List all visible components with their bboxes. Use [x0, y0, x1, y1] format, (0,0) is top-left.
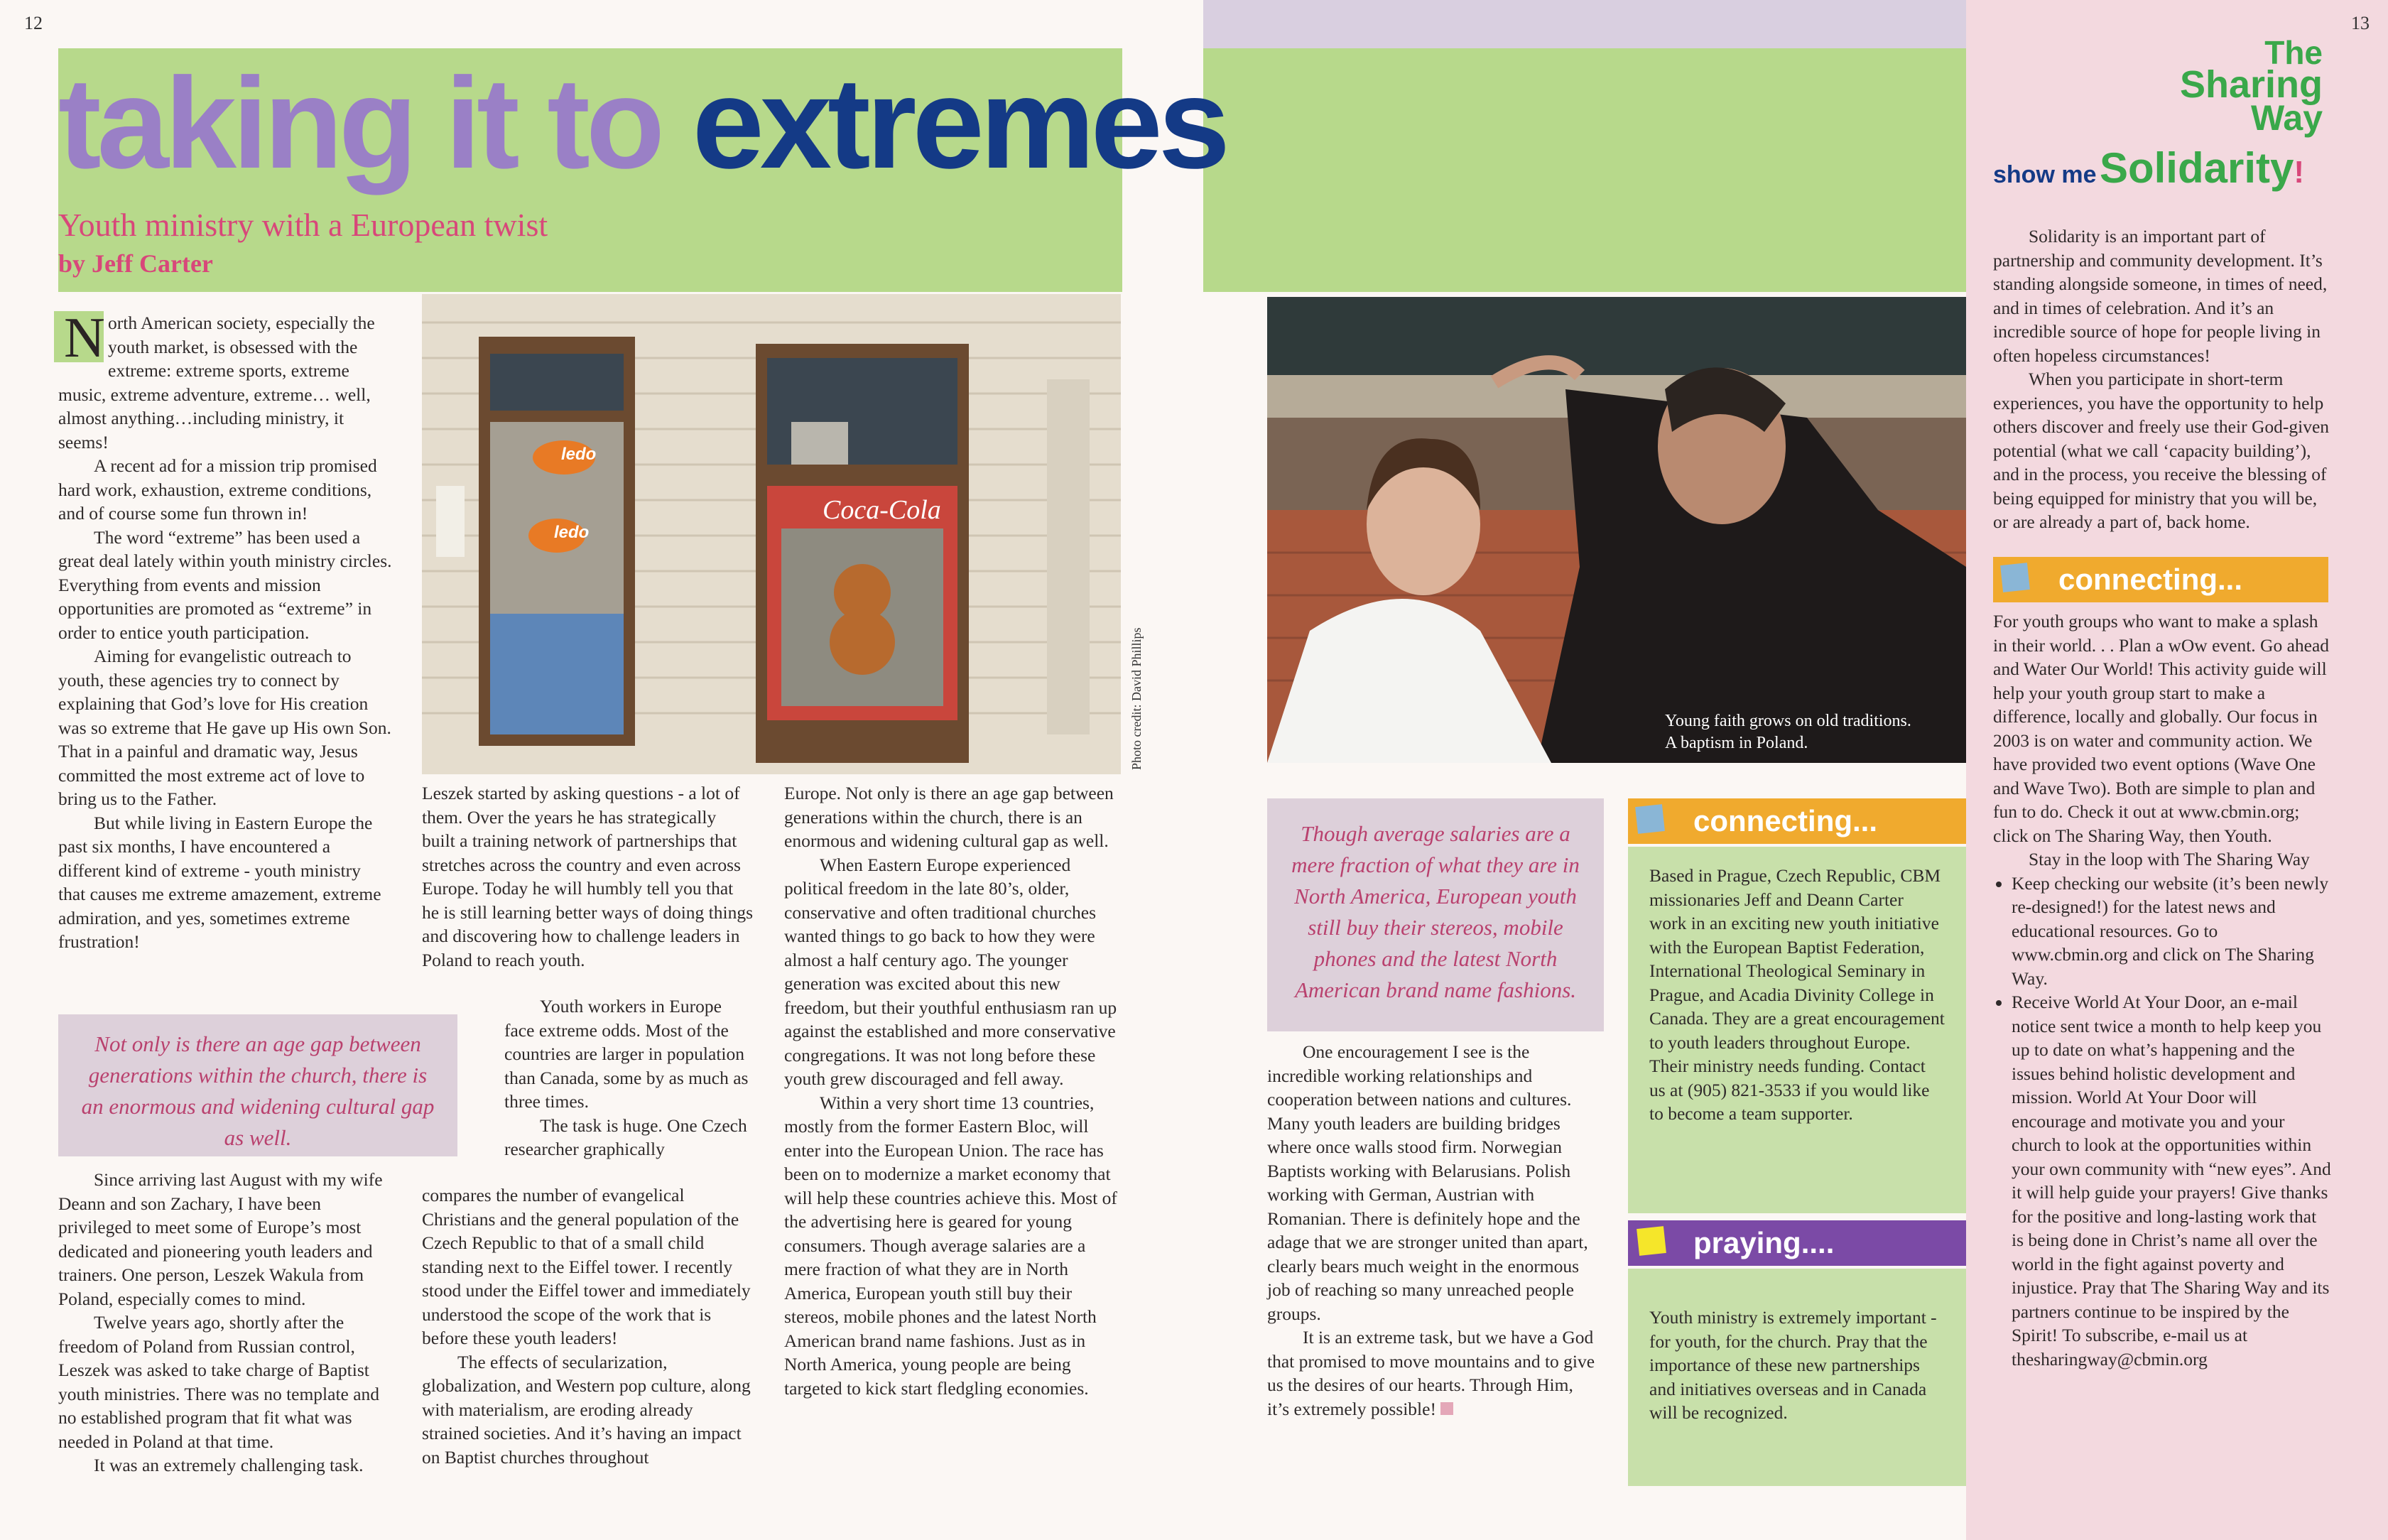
logo-line-1: The [2264, 34, 2323, 71]
connecting-text: Based in Prague, Czech Republic, CBM missionaries Jeff and Deann Carter work in an exciting new youth initiative with the European Baptist Federation, International Theological Seminary in Prague, and Acadia Divinity College in Canada. They are a great encouragement to youth leaders throughout Europe. Their ministry needs funding. Contact us at (905) 821-3533 if you would like to become a team supporter. [1649, 865, 1945, 1124]
headline-part2: extremes [692, 50, 1226, 195]
praying-title: praying.... [1693, 1226, 1835, 1259]
caption-line-1: Young faith grows on old traditions. [1665, 712, 1911, 730]
sidebar-connecting-body [1993, 609, 2331, 1371]
article-column-2-bottom [422, 1183, 753, 1469]
article-column-3 [784, 781, 1121, 1400]
page-number-right: 13 [2351, 13, 2370, 33]
list-item: • Receive World At Your Door, an e-mail notice sent twice a month to help keep you up to date on what’s happening and the issues behind holistic development and mission. World At Your Door will encourage and motivate you and your church to look at the opportunities within your own community with “new eyes”. And it will help guide your prayers! Give thanks for the positive and long-lasting work that is being done in Christ’s name all over the world in the fight against poverty and injustice. Pray that The Sharing Way and its partners continue to be inspired by the Spirit! To subscribe, e-mail us at thesharingway@cbmin.org [2012, 990, 2331, 1371]
paragraph: Since arriving last August with my wife Deann and son Zachary, I have been privileged to meet some of Europe’s most dedicated and pioneering youth leaders and trainers. One person, Leszek Wakula from Poland, especially comes to mind. [58, 1169, 383, 1309]
paragraph: The effects of secularization, globalization, and Western pop culture, along with materialism, are eroding already strained societies. And it’s having an impact on Baptist churches throughout [422, 1351, 751, 1468]
sidebar-intro [1993, 224, 2331, 534]
praying-text: Youth ministry is extremely important - for youth, for the church. Pray that the importance of these new partnerships and initiatives overseas and in Canada will be recognized. [1649, 1307, 1937, 1423]
praying-header [1628, 1220, 1966, 1266]
article-column-1b [58, 1168, 392, 1477]
dropcap-box [54, 307, 105, 369]
page-number-left: 12 [24, 13, 43, 33]
paragraph: One encouragement I see is the incredible working relationships and cooperation between nations and cultures. Many youth leaders are building bridges where once walls stood firm. Norwegian Baptists working with Belarusians. Polish working with German, Austrian with Romanian. There is definitely hope and the adage that we are stronger united than apart, clearly bears much weight in the enormous job of reaching so many unreached people groups. [1267, 1041, 1588, 1324]
praying-box [1628, 1269, 1966, 1486]
page-gutter [1122, 0, 1203, 1540]
storefront-photo-art [422, 294, 1121, 774]
ledo-sign: ledo [561, 445, 597, 464]
paragraph: Stay in the loop with The Sharing Way [2029, 849, 2310, 869]
square-icon [2000, 563, 2030, 592]
photo-caption [1665, 710, 1911, 754]
paragraph: When Eastern Europe experienced political freedom in the late 80’s, older, conservative and often traditional churches wanted things to go back to how they were almost a half century ago. The younger generation was excited about this new freedom, but their youthful enthusiasm ran up against the established and more conservative congregations. It was not long before these youth grew discouraged and fell away. [784, 854, 1117, 1089]
article-column-2 [422, 781, 753, 972]
sidebar-connecting-title: connecting... [2058, 563, 2243, 596]
subtitle: Youth ministry with a European twist [58, 207, 548, 243]
pull-quote-2: Though average salaries are a mere fraction of what they are in North America, European youth still buy their stereos, mobile phones and the latest North American brand name fashions. [1267, 798, 1604, 1031]
sharing-way-logo [2166, 34, 2323, 138]
square-icon [1637, 1226, 1666, 1256]
square-icon [1635, 804, 1665, 834]
paragraph: Solidarity is an important part of partnership and community development. It’s standing alongside someone, in times of need, and in times of celebration. And it’s an incredible source of hope for people living in often hopeless circumstances! [1993, 226, 2328, 366]
baptism-photo-art [1267, 297, 1966, 763]
connecting-title: connecting... [1693, 804, 1878, 837]
paragraph: Aiming for evangelistic outreach to youth, these agencies try to connect by explaining that God’s love for His creation was so extreme that He gave up His own Son. That in a painful and dramatic way, Jesus committed the most extreme act of love to bring us to the Father. [58, 646, 391, 809]
ledo-sign-2: ledo [554, 523, 590, 542]
photo-credit: Photo credit: David Phillips [1129, 627, 1144, 770]
paragraph: orth American society, especially the youth market, is obsessed with the extreme: extreme sports, extreme music, extreme adventure, extreme… well, almost anything…including ministry, it seems! [58, 313, 375, 452]
baptism-photo [1267, 297, 1966, 763]
paragraph: For youth groups who want to make a splash in their world. . . Plan a wOw event. Go ahead and Water Our World! This activity guide will help your youth group start to make a difference, locally and globally. Our focus in 2003 is on water and community action. We have provided two event options (Wave One and Wave Two). Both are simple to plan and fun to do. Check it out at www.cbmin.org; click on The Sharing Way, then Youth. [1993, 611, 2330, 846]
connecting-box [1628, 847, 1966, 1213]
top-strip [1203, 0, 1968, 48]
byline: by Jeff Carter [58, 249, 213, 278]
paragraph: Twelve years ago, shortly after the freedom of Poland from Russian control, Leszek was asked to take charge of Baptist youth ministries. There was no template and no established program that fit what was needed in Poland at that time. [58, 1312, 380, 1452]
paragraph: The word “extreme” has been used a great deal lately within youth ministry circles. Everything from events and mission opportunities are promoted as “extreme” in order to entice youth participation. [58, 526, 392, 643]
show-me-label: show me [1993, 161, 2097, 188]
paragraph: Europe. Not only is there an age gap between generations within the church, there is an enormous and widening cultural gap as well. [784, 783, 1114, 851]
paragraph: A recent ad for a mission trip promised hard work, exhaustion, extreme conditions, and of course some fun thrown in! [58, 455, 377, 524]
paragraph: But while living in Eastern Europe the past six months, I have encountered a different kind of extreme - youth ministry that causes me extreme amazement, extreme admiration, and yes, sometimes extreme frustration! [58, 812, 381, 952]
storefront-photo [422, 294, 1121, 774]
headline-part1: taking it to [58, 50, 661, 195]
header-band-right [1203, 48, 1968, 292]
paragraph: When you participate in short-term experiences, you have the opportunity to help others discover and freely use their God-given potential (what we call ‘capacity building’), and in the process, you receive the blessing of being equipped for ministry that you will be, or are already a part of, back home. [1993, 369, 2330, 532]
closing-text: It is an extreme task, but we have a God that promised to move mountains and to give us the desires of our hearts. Through Him, it’s extremely possible! [1267, 1327, 1595, 1419]
list-item: • Keep checking our website (it’s been newly re-designed!) for the latest news and educational resources. Go to www.cbmin.org and click on The Sharing Way. [2012, 872, 2331, 991]
sidebar-title [1993, 143, 2304, 192]
paragraph: The task is huge. One Czech researcher graphically [504, 1115, 747, 1159]
logo-line-2: Sharing [2179, 63, 2323, 107]
bullet-list [1993, 872, 2331, 1372]
article-column-4 [1267, 1040, 1595, 1421]
paragraph: Leszek started by asking questions - a lot of them. Over the years he has strategically built a training network of partnerships that stretches across the country and even across Europe. Today he will humbly tell you that he is still learning better ways of doing things and discovering how to challenge leaders in Poland to reach youth. [422, 783, 754, 970]
solidarity-label: Solidarity [2099, 144, 2294, 192]
dropcap-letter: N [64, 307, 105, 369]
paragraph: compares the number of evangelical Christians and the general population of the Czech Republic to that of a small child standing next to the Eiffel tower. I recently stood under the Eiffel tower and immediately understood the scope of the work that is before these youth leaders! [422, 1185, 751, 1348]
caption-line-2: A baptism in Poland. [1665, 734, 1808, 752]
headline [58, 50, 1226, 195]
paragraph [1267, 1325, 1595, 1421]
pull-quote-1: Not only is there an age gap between generations within the church, there is an enormous and widening cultural gap as well. [58, 1014, 457, 1156]
article-column-1 [58, 307, 392, 954]
sidebar-connecting-header [1993, 557, 2328, 602]
coca-cola-sign: Coca-Cola [823, 495, 941, 525]
paragraph: Youth workers in Europe face extreme odds. Most of the countries are larger in population than Canada, some by as much as three times. [504, 996, 749, 1112]
paragraph: Within a very short time 13 countries, mostly from the former Eastern Bloc, will enter into the European Union. The race has been on to modernize a market economy that will help these countries achieve this. Most of the advertising here is geared for young consumers. Though average salaries are a mere fraction of what they are in North America, European youth still buy their stereos, mobile phones and the latest North American brand name fashions. Just as in North America, young people are being targeted to kick start fledgling economies. [784, 1092, 1117, 1399]
logo-line-3: Way [2251, 97, 2323, 138]
end-mark [1440, 1402, 1453, 1415]
paragraph: It was an extremely challenging task. [94, 1455, 364, 1475]
article-column-2-mid [504, 994, 753, 1161]
connecting-header [1628, 798, 1966, 844]
solidarity-bang: ! [2294, 155, 2304, 190]
